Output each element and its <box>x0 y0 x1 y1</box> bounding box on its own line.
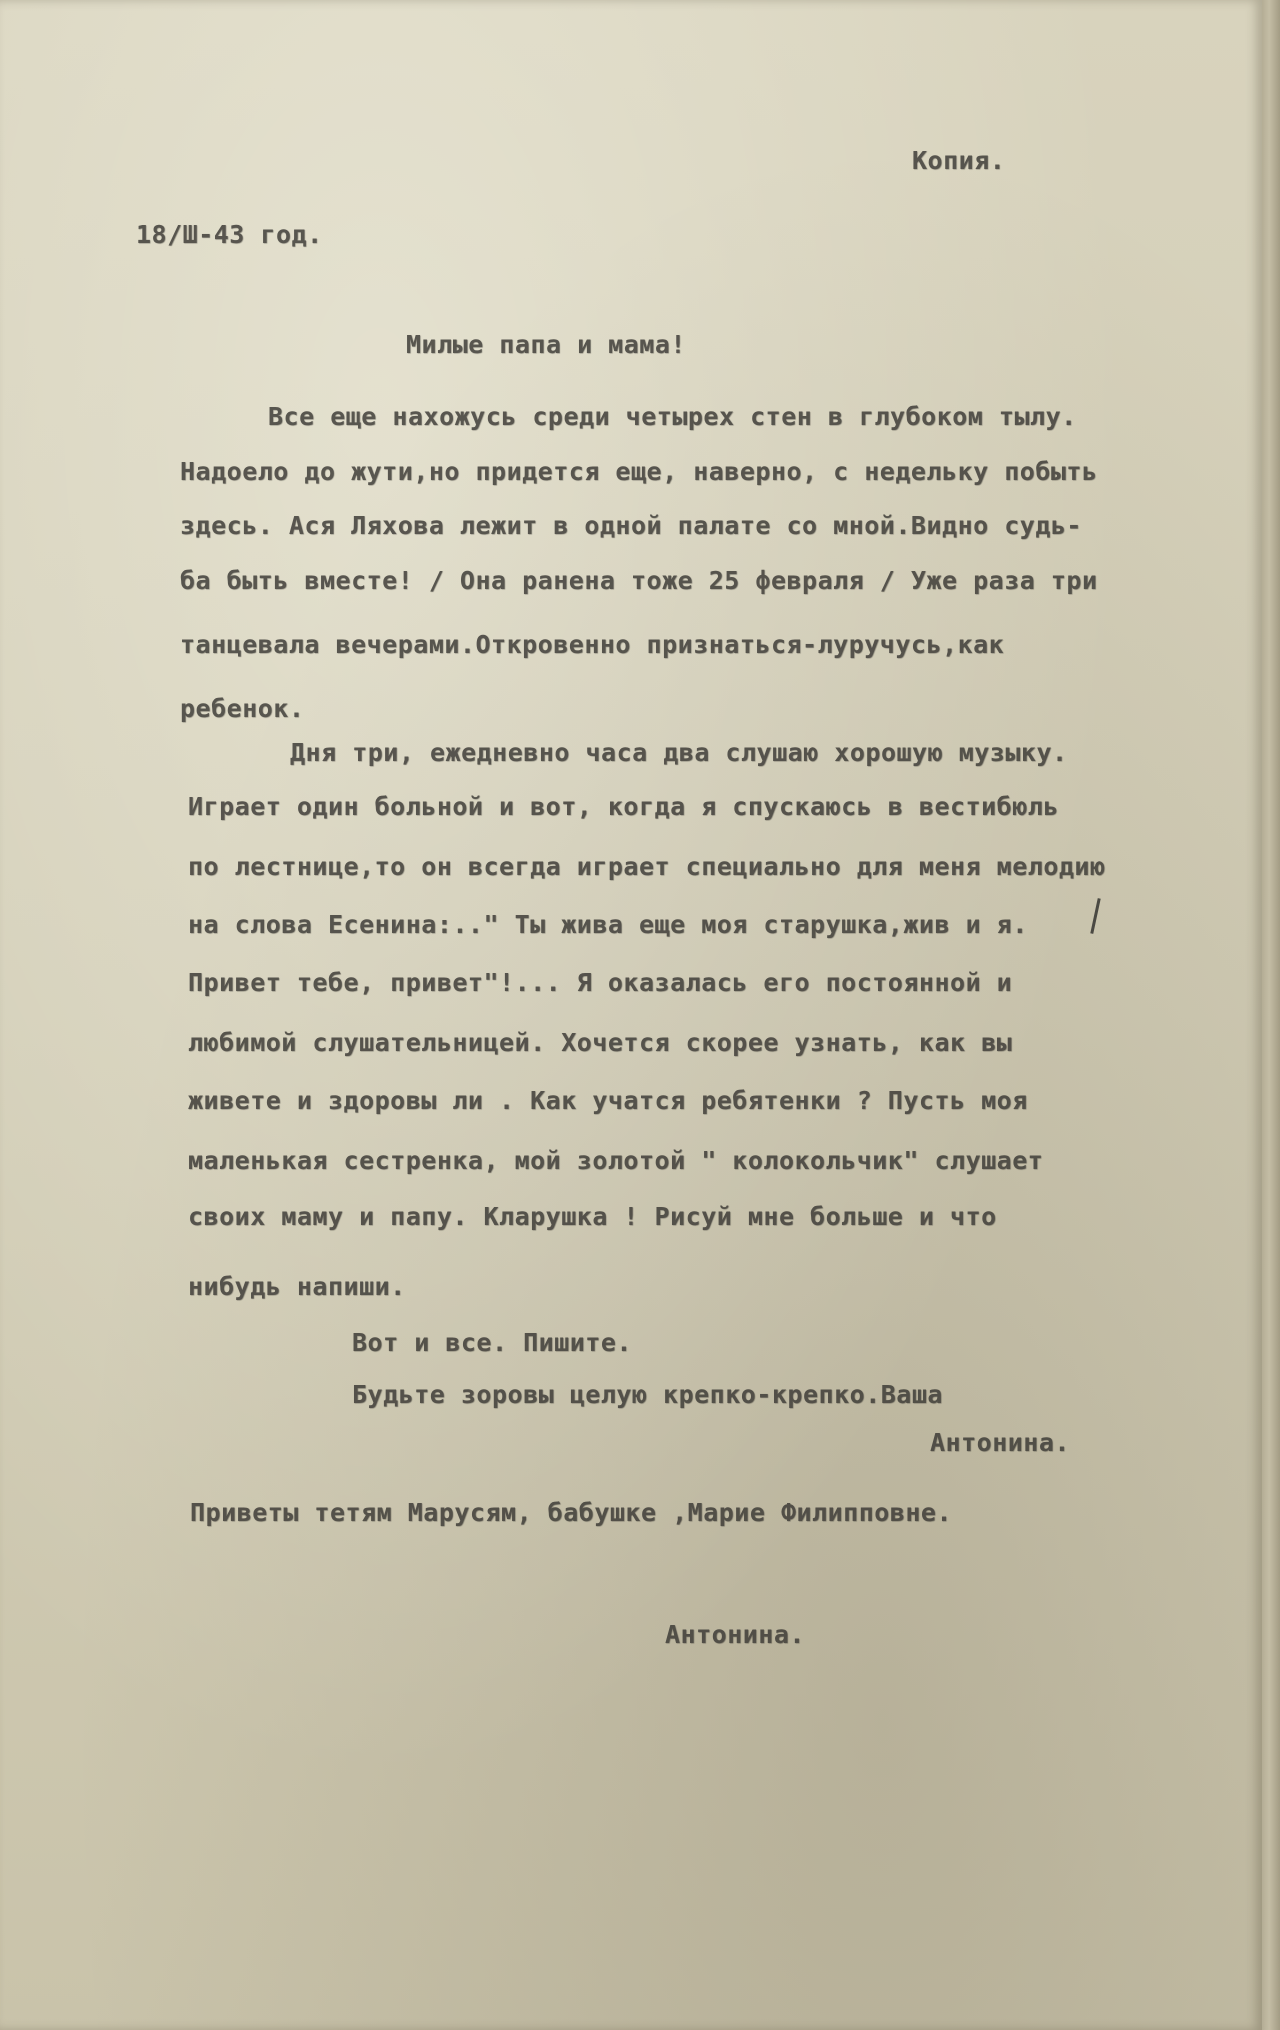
paragraph-1-line: Все еще нахожусь среди четырех стен в глубоком тылу. <box>268 402 1077 431</box>
page-edge <box>1262 0 1280 2030</box>
paragraph-1-line: танцевала вечерами.Откровенно признаться-луручусь,как <box>180 630 1005 659</box>
paragraph-1-line: ребенок. <box>180 694 305 723</box>
signature-2: Антонина. <box>665 1620 805 1649</box>
paragraph-2-line: на слова Есенина:.." Ты жива еще моя старушка,жив и я. <box>188 910 1028 939</box>
paragraph-2-line: нибудь напиши. <box>188 1272 406 1301</box>
paragraph-2-line: своих маму и папу. Кларушка ! Рисуй мне больше и что <box>188 1202 997 1231</box>
letter-date: 18/Ш-43 год. <box>136 220 323 249</box>
copy-label: Копия. <box>912 146 1006 175</box>
paragraph-1-line: ба быть вместе! / Она ранена тоже 25 февраля / Уже раза три <box>180 566 1098 595</box>
postscript: Приветы тетям Марусям, бабушке ,Марие Филипповне. <box>190 1498 953 1527</box>
handwritten-correction-mark <box>1090 898 1100 934</box>
paragraph-1-line: здесь. Ася Ляхова лежит в одной палате со мной.Видно судь- <box>180 511 1082 540</box>
paragraph-2-line: Привет тебе, привет"!... Я оказалась его постоянной и <box>188 968 1013 997</box>
paragraph-2-line: Играет один больной и вот, когда я спускаюсь в вестибюль <box>188 792 1059 821</box>
paragraph-1-line: Надоело до жути,но придется еще, наверно, с недельку побыть <box>180 457 1098 486</box>
paragraph-2-line: Дня три, ежедневно часа два слушаю хорошую музыку. <box>290 738 1068 767</box>
closing-line-2: Будьте зоровы целую крепко-крепко.Ваша <box>352 1380 943 1409</box>
signature-1: Антонина. <box>930 1428 1070 1457</box>
paragraph-2-line: живете и здоровы ли . Как учатся ребятенки ? Пусть моя <box>188 1086 1028 1115</box>
paragraph-2-line: маленькая сестренка, мой золотой " колокольчик" слушает <box>188 1146 1044 1175</box>
salutation: Милые папа и мама! <box>406 330 686 359</box>
paragraph-2-line: любимой слушательницей. Хочется скорее узнать, как вы <box>188 1028 1013 1057</box>
paragraph-2-line: по лестнице,то он всегда играет специально для меня мелодию <box>188 852 1106 881</box>
closing-line-1: Вот и все. Пишите. <box>352 1328 632 1357</box>
